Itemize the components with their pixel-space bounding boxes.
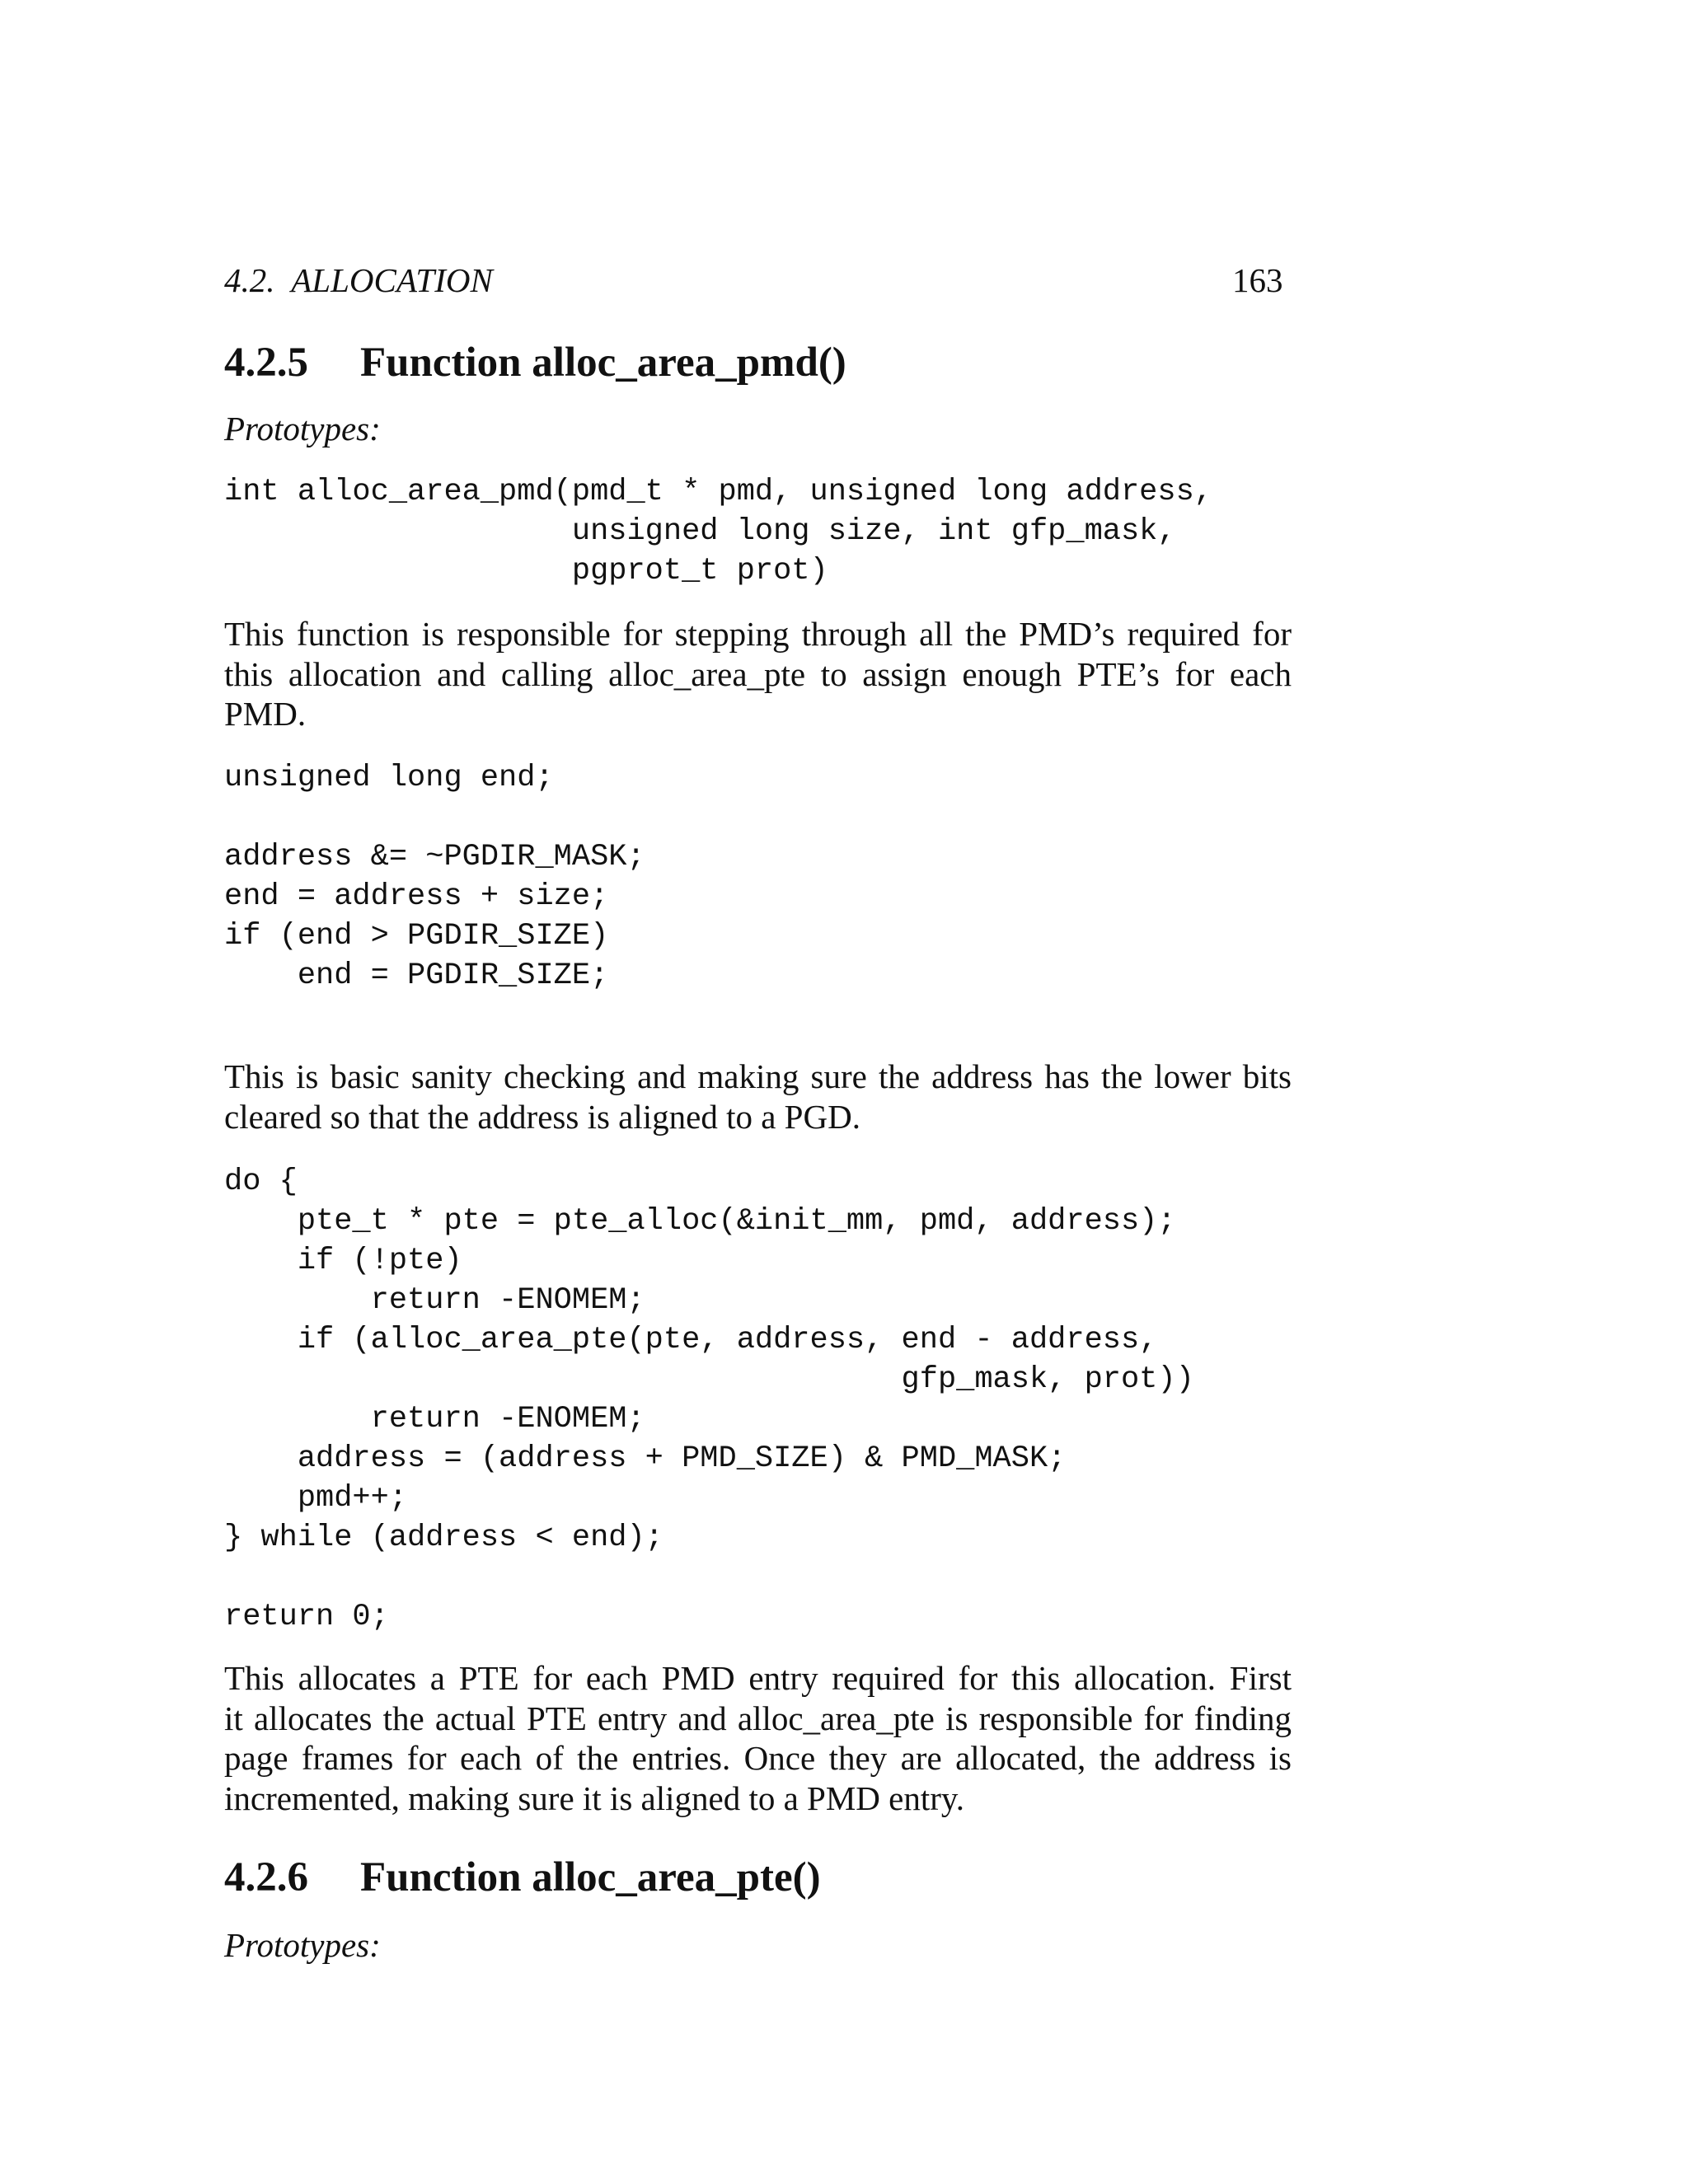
description-paragraph-3 xyxy=(224,1658,1292,1818)
section-title: Function alloc_area_pmd() xyxy=(360,340,846,386)
section-heading-alloc-area-pmd xyxy=(224,338,846,387)
description-paragraph-1 xyxy=(224,614,1292,734)
paragraph-line: This is basic sanity checking and making sure the address has the lower bits xyxy=(224,1057,1292,1095)
prototype-code-block: int alloc_area_pmd(pmd_t * pmd, unsigned long address, unsigned long size, int gfp_mask, pgprot_t prot) xyxy=(224,475,1212,588)
paragraph-line: this allocation and calling alloc_area_pte to assign enough PTE’s for each xyxy=(224,654,1292,693)
prototypes-label: Prototypes: xyxy=(224,410,381,448)
description-paragraph-2 xyxy=(224,1057,1292,1137)
code-block-sanity-check: unsigned long end; address &= ~PGDIR_MASK; end = address + size; if (end > PGDIR_SIZE) end = PGDIR_SIZE; xyxy=(224,761,645,993)
paragraph-line: incremented, making sure it is aligned to a PMD entry. xyxy=(224,1779,964,1817)
section-heading-alloc-area-pte xyxy=(224,1853,821,1902)
section-title: Function alloc_area_pte() xyxy=(360,1854,821,1900)
paragraph-line: page frames for each of the entries. Once they are allocated, the address is xyxy=(224,1739,1292,1777)
paragraph-line: PMD. xyxy=(224,695,307,733)
paragraph-line: This function is responsible for stepping through all the PMD’s required for xyxy=(224,615,1292,653)
section-number: 4.2.5 xyxy=(224,340,308,386)
running-head: 4.2. ALLOCATION xyxy=(224,261,493,299)
paragraph-line: This allocates a PTE for each PMD entry required for this allocation. First xyxy=(224,1659,1292,1697)
code-block-pte-loop: do { pte_t * pte = pte_alloc(&init_mm, pmd, address); if (!pte) return -ENOMEM; if (alloc_area_pte(pte, address, end - address, gfp_mask, prot)) return -ENOMEM; address = (address + PMD_SIZE) & PMD_MASK; pmd++; } while (address < end); return 0; xyxy=(224,1165,1194,1634)
prototypes-label: Prototypes: xyxy=(224,1926,381,1964)
paragraph-line: it allocates the actual PTE entry and alloc_area_pte is responsible for finding xyxy=(224,1699,1292,1737)
section-number: 4.2.6 xyxy=(224,1854,308,1900)
paragraph-line: cleared so that the address is aligned to a PGD. xyxy=(224,1097,860,1136)
page-number: 163 xyxy=(1232,261,1283,299)
